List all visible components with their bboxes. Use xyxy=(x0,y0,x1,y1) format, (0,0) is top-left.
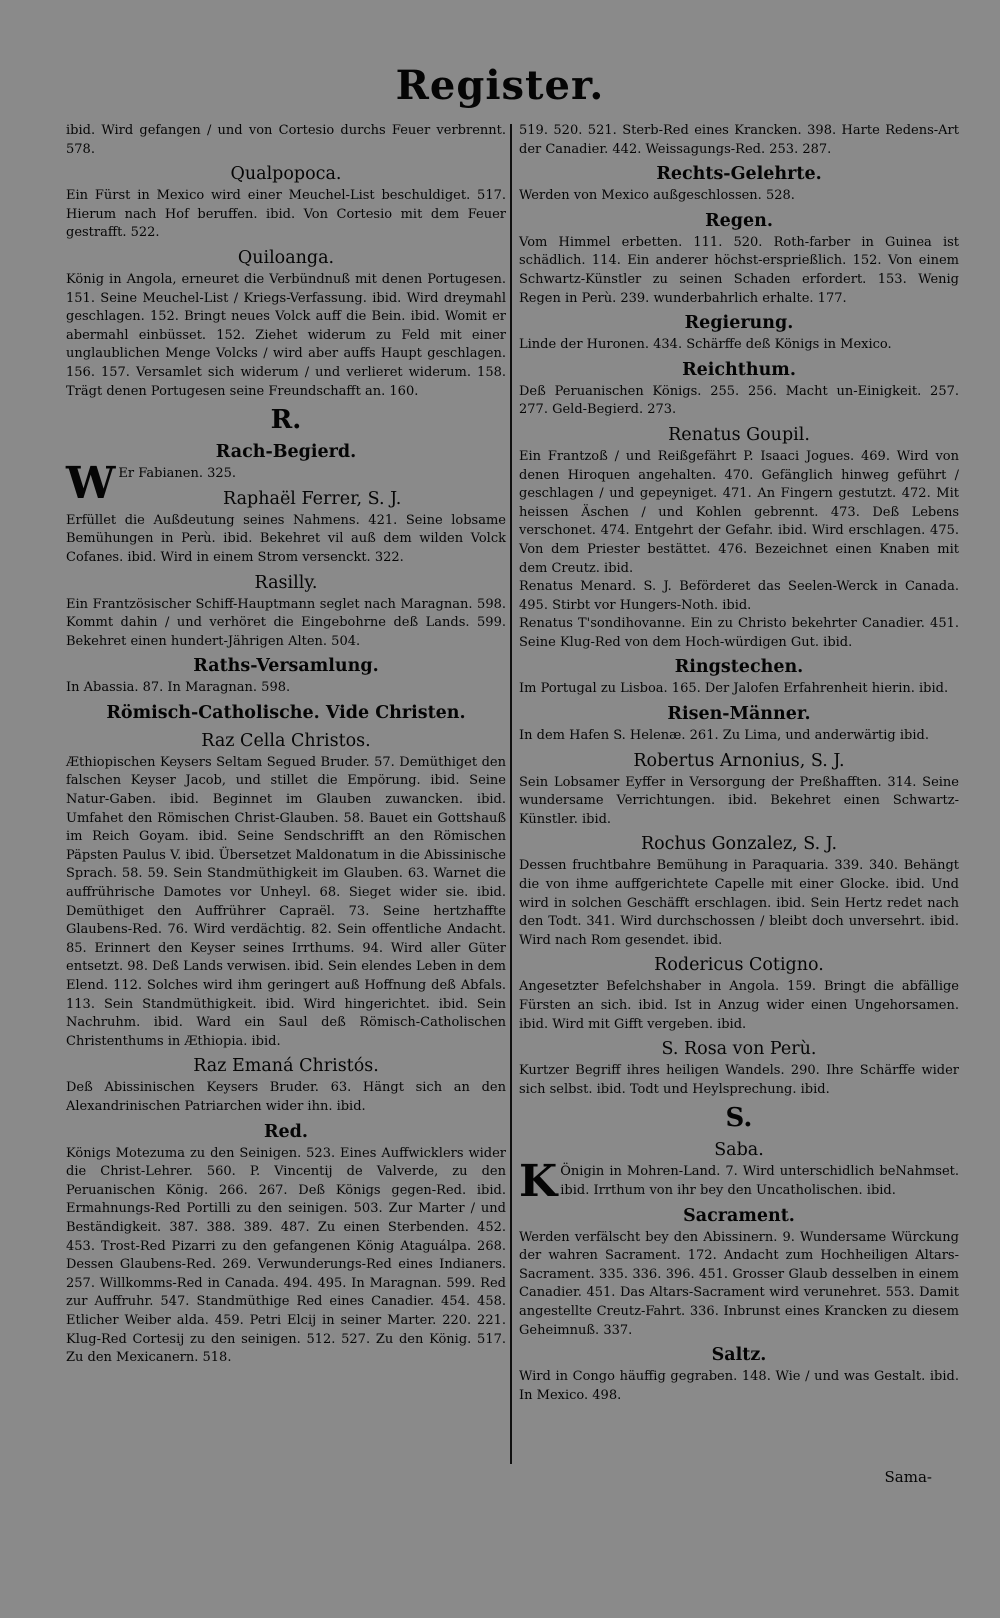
entry-text xyxy=(519,1156,959,1208)
entry-text xyxy=(519,187,959,206)
entry-text xyxy=(519,978,959,1034)
entry-text xyxy=(519,122,959,159)
entry-body: Werden von Mexico außgeschlossen. 528. xyxy=(519,188,795,204)
entry-body: In Abassia. 87. In Maragnan. 598. xyxy=(66,680,291,696)
entry-body: Erfüllet die Außdeutung seines Nahmens. 421. Seine lobsame Bemühungen in Perù. ibid. Bekehret vil auß dem wilden Volck Cofanes. ibid. Wird in einem Strom versenckt. 322. xyxy=(66,512,506,565)
entry-heading: Renatus Goupil. xyxy=(668,424,810,445)
entry-heading: Rach-Begierd. xyxy=(215,442,357,463)
entry-text xyxy=(519,383,959,420)
entry-heading: Rechts-Gelehrte. xyxy=(656,164,822,185)
entry-heading: Regen. xyxy=(705,210,773,231)
section-letter: R. xyxy=(270,405,302,436)
entry-heading: Risen-Männer. xyxy=(667,704,811,725)
entry-body: König in Angola, erneuret die Verbündnuß mit denen Portugesen. 151. Seine Meuchel-List / Kriegs-Verfassung. ibid. Wird dreymahl geschlagen. 152. Bringt neues Volck auff die Bein. ibid. Womit er abermahl einbüsset. 152. Ziehet widerum zu Feld mit einer unglaublichen Menge Volcks / wird aber auffs Haupt geschlagen. 156. 157. Versamlet sich widerum / und verlieret widerum. 158. Trägt denen Portugesen seine Freundschafft an. 160. xyxy=(66,271,506,399)
entry-body: Im Portugal zu Lisboa. 165. Der Jalofen Erfahrenheit hierin. ibid. xyxy=(519,681,949,697)
entry-heading: Raz Emaná Christós. xyxy=(193,1056,379,1077)
entry-text xyxy=(66,512,506,568)
section-letter: S. xyxy=(725,1103,753,1134)
entry-body: Vom Himmel erbetten. 111. 520. Roth-farber in Guinea ist schädlich. 114. Ein anderer höchst-ersprießlich. 152. Von einem Schwartz-Künstler zu seinen Schaden erfordert. 153. Wenig Regen in Perù. 239. wunderbahrlich erhalte. 177. xyxy=(519,234,959,306)
entry-body: Ein Frantzoß / und Reißgefährt P. Isaaci Jogues. 469. Wird von denen Hiroquen angehalten. 470. Gefänglich hinweg geführt / geschlagen / und gepeyniget. 471. An Fingern gestutzt. 472. Mit heissen Äschen / und Kohlen gebrennt. 473. Deß Lebens verschonet. 474. Entgehrt der Gefahr. ibid. Wird erschlagen. 475. Von dem Priester bestättet. 476. Bezeichnet einen Knaben mit dem Creutz. ibid. xyxy=(519,448,959,576)
entry-heading: Raz Cella Christos. xyxy=(201,730,371,751)
entry-text xyxy=(66,596,506,652)
entry-text xyxy=(66,271,506,401)
entry-body: Ein Fürst in Mexico wird einer Meuchel-List beschuldiget. 517. Hierum nach Hof beruffen. ibid. Von Cortesio mit dem Feuer gestrafft. 522. xyxy=(66,188,506,241)
entry-text xyxy=(66,754,506,1052)
entry-body: Önigin in Mohren-Land. 7. Wird unterschidlich beNahmset. ibid. Irrthum von ihr bey den Uncatholischen. ibid. xyxy=(560,1164,959,1198)
catchword: Sama- xyxy=(884,1468,932,1486)
entry-text xyxy=(519,680,959,699)
entry-text xyxy=(519,1062,959,1099)
entry-body: In dem Hafen S. Helenæ. 261. Zu Lima, und anderwärtig ibid. xyxy=(519,728,929,744)
entry-text xyxy=(519,448,959,578)
entry-heading: Red. xyxy=(263,1121,308,1142)
column-divider xyxy=(510,124,512,1464)
entry-text xyxy=(519,234,959,308)
entry-heading: Rodericus Cotigno. xyxy=(654,955,824,976)
entry-body: Deß Abissinischen Keysers Bruder. 63. Hängt sich an den Alexandrinischen Patriarchen wider ihn. ibid. xyxy=(66,1080,506,1114)
entry-body: Ein Frantzösischer Schiff-Hauptmann seglet nach Maragnan. 598. Kommt dahin / und verhöret die Eingebohrne deß Lands. 599. Bekehret einen hundert-Jährigen Alten. 504. xyxy=(66,596,506,649)
entry-heading: Raths-Versamlung. xyxy=(193,656,379,677)
entry-text xyxy=(66,679,506,698)
entry-text xyxy=(66,187,506,243)
entry-heading: Saltz. xyxy=(711,1345,767,1366)
entry-heading: Regierung. xyxy=(684,313,794,334)
entry-heading: Sacrament. xyxy=(683,1205,795,1226)
entry-body: Dessen fruchtbahre Bemühung in Paraquaria. 339. 340. Behängt die von ihme auffgerichtete Capelle mit einer Glocke. ibid. Und wird in solchen Geschäfft erschlagen. ibid. Sein Hertz redet nach den Todt. 341. Wird durchschossen / bleibt doch unversehrt. ibid. Wird nach Rom gesendet. ibid. xyxy=(519,858,959,948)
entry-body: Renatus Menard. S. J. Beförderet das Seelen-Werck in Canada. 495. Stirbt vor Hungers-Noth. ibid. xyxy=(519,579,959,613)
entry-body: Er Fabianen. 325. xyxy=(118,466,237,482)
entry-text xyxy=(66,122,506,159)
entry-heading: S. Rosa von Perù. xyxy=(661,1039,817,1060)
drop-capital: W xyxy=(66,458,116,510)
entry-heading: Römisch-Catholische. Vide Christen. xyxy=(106,702,466,723)
entry-body: Linde der Huronen. 434. Schärffe deß Königs in Mexico. xyxy=(519,337,892,353)
entry-body: ibid. Wird gefangen / und von Cortesio durchs Feuer verbrennt. 578. xyxy=(66,123,506,157)
entry-body: Königs Motezuma zu den Seinigen. 523. Eines Auffwicklers wider die Christ-Lehrer. 560. P. Vincentij de Valverde, zu den Peruanischen König. 266. 267. Deß Königs gegen-Red. ibid. Ermahnungs-Red Portilli zu den seinigen. 503. Zur Marter / und Beständigkeit. 387. 388. 389. 487. Zu einen Sterbenden. 452. 453. Trost-Red Pizarri zu den gefangenen König Ataguálpa. 268. Dessen Glaubens-Red. 269. Verwunderungs-Red eines Indianers. 257. Willkomms-Red in Canada. 494. 495. In Maragnan. 599. Red zur Auffruhr. 547. Standmüthige Red eines Canadier. 454. 458. Etlicher Weiber alda. 459. Petri Elcij in seiner Marter. 220. 221. Klug-Red Cortesij zu den seinigen. 512. 527. Zu den König. 517. Zu den Mexicanern. 518. xyxy=(66,1145,506,1366)
entry-heading: Raphaël Ferrer, S. J. xyxy=(223,488,402,509)
entry-body: 519. 520. 521. Sterb-Red eines Krancken. 398. Harte Redens-Art der Canadier. 442. Weissagungs-Red. 253. 287. xyxy=(519,123,959,157)
entry-heading: Qualpopoca. xyxy=(230,164,342,185)
entry-text xyxy=(519,615,959,652)
entry-body: Wird in Congo häuffig gegraben. 148. Wie / und was Gestalt. ibid. In Mexico. 498. xyxy=(519,1369,959,1403)
entry-body: Angesetzter Befelchshaber in Angola. 159. Bringt die abfällige Fürsten an sich. ibid. Ist in Anzug wider einen Ungehorsamen. ibid. Wird mit Gifft vergeben. ibid. xyxy=(519,979,959,1032)
entry-body: Sein Lobsamer Eyffer in Versorgung der Preßhafften. 314. Seine wundersame Verrichtungen. ibid. Bekehret einen Schwartz-Künstler. ibid. xyxy=(519,774,959,827)
entry-text xyxy=(519,336,959,355)
entry-text xyxy=(519,774,959,830)
entry-text xyxy=(66,1079,506,1116)
entry-text xyxy=(66,1145,506,1368)
entry-heading: Rochus Gonzalez, S. J. xyxy=(640,834,838,855)
entry-heading: Robertus Arnonius, S. J. xyxy=(633,750,845,771)
entry-body: Kurtzer Begriff ihres heiligen Wandels. 290. Ihre Schärffe wider sich selbst. ibid. Todt und Heylsprechung. ibid. xyxy=(519,1063,959,1097)
entry-heading: Reichthum. xyxy=(682,359,796,380)
entry-body: Æthiopischen Keysers Seltam Segued Bruder. 57. Demüthiget den falschen Keyser Jacob, und stillet die Empörung. ibid. Seine Natur-Gaben. ibid. Beginnet im Glauben zuwancken. ibid. Umfahet den Römischen Christ-Glauben. 58. Bauet ein Gottshauß im Reich Goyam. ibid. Seine Sendschrifft an den Römischen Päpsten Paulus V. ibid. Übersetzet Maldonatum in die Abissinische Sprach. 58. 59. Sein Standmüthigkeit im Glauben. 63. Warnet die auffrührische Damotes vor Unheyl. 68. Sieget wider sie. ibid. Demüthiget den Auffrührer Capraël. 73. Seine hertzhaffte Glaubens-Red. 76. Wird verdächtig. 82. Sein offentliche Andacht. 85. Erinnert den Keyser seines Irrthums. 94. Wird aller Güter entsetzt. 98. Deß Lands verwisen. ibid. Sein elendes Leben in dem Elend. 112. Solches wird ihm geringert auß Hoffnung deß Abfals. 113. Sein Standmüthigkeit. ibid. Wird hingerichtet. ibid. Sein Nachruhm. ibid. Ward ein Saul deß Römisch-Catholischen Christenthums in Æthiopia. ibid. xyxy=(66,754,506,1049)
entry-body: Werden verfälscht bey den Abissinern. 9. Wundersame Würckung der wahren Sacrament. 172. Andacht zum Hochheiligen Altars-Sacrament. 335. 336. 396. 451. Grosser Glaub desselben in einem Canadier. 451. Das Altars-Sacrament wird verunehret. 553. Damit angestellte Creutz-Fahrt. 336. Inbrunst eines Krancken zu diesem Geheimnuß. 337. xyxy=(519,1229,959,1338)
entry-heading: Saba. xyxy=(714,1140,764,1161)
entry-text xyxy=(519,1368,959,1405)
right-column xyxy=(519,122,959,1405)
entry-body: Renatus T'sondihovanne. Ein zu Christo bekehrter Canadier. 451. Seine Klug-Red von dem Hoch-würdigen Gut. ibid. xyxy=(519,616,959,650)
entry-body: Deß Peruanischen Königs. 255. 256. Macht un-Einigkeit. 257. 277. Geld-Begierd. 273. xyxy=(519,383,959,418)
drop-capital: K xyxy=(519,1156,558,1208)
entry-heading: Ringstechen. xyxy=(674,657,804,678)
page-title: Register. xyxy=(395,62,605,109)
entry-heading: Rasilly. xyxy=(254,572,318,593)
entry-heading: Quiloanga. xyxy=(237,247,335,268)
entry-text xyxy=(519,1229,959,1341)
left-column xyxy=(66,122,506,1368)
entry-text xyxy=(519,857,959,950)
entry-text xyxy=(519,578,959,615)
entry-text xyxy=(519,727,959,746)
